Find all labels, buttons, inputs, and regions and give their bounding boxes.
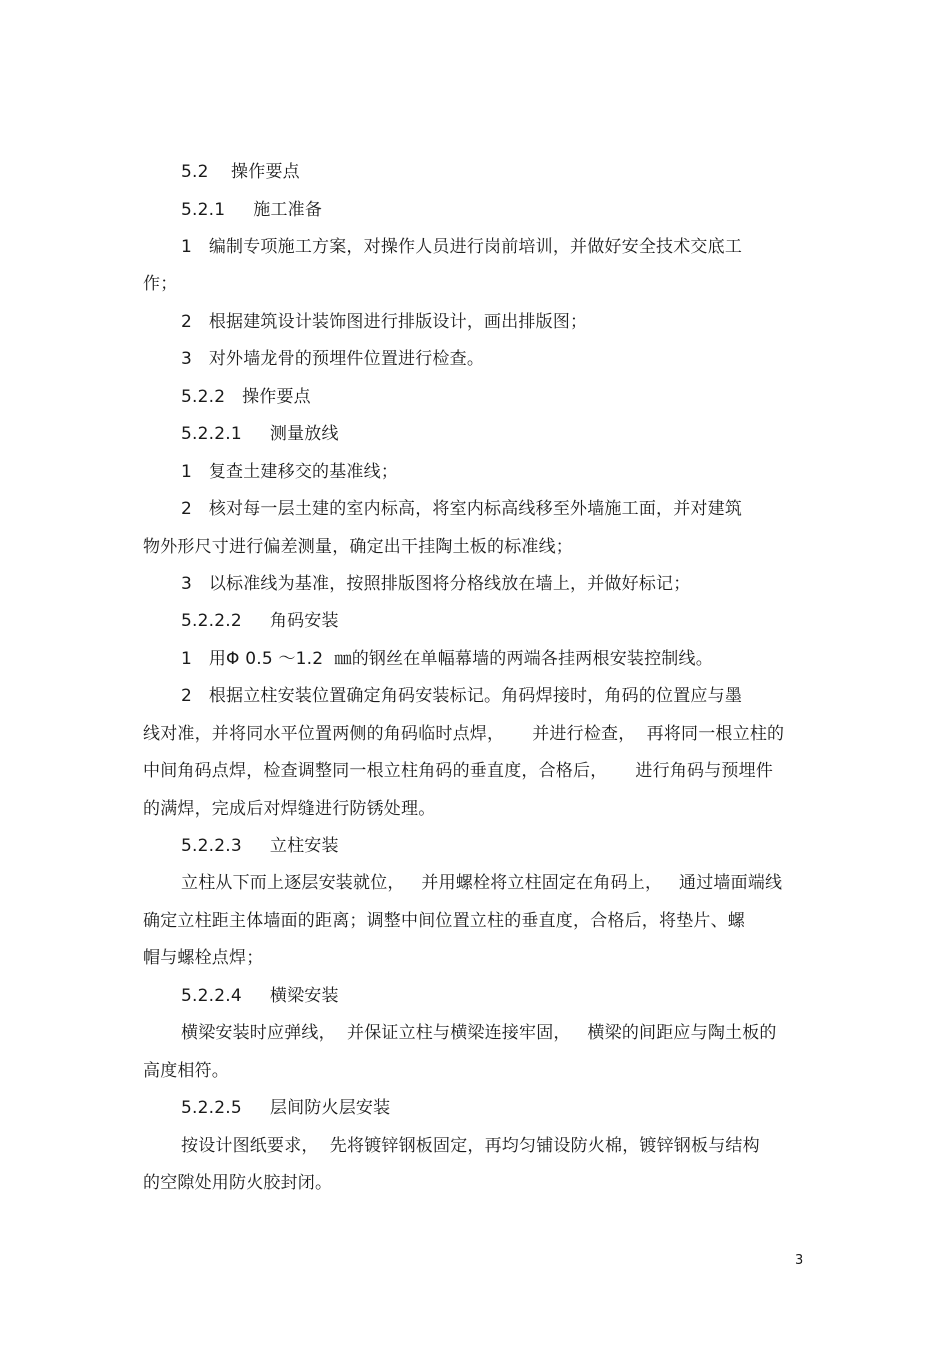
paragraph-line: 中间角码点焊，检查调整同一根立柱角码的垂直度，合格后， 进行角码与预埋件 (143, 761, 774, 781)
subsection-heading-5-2-1: 5.2.1 施工准备 (181, 200, 323, 220)
paragraph-line: 3 以标准线为基准，按照排版图将分格线放在墙上，并做好标记； (181, 574, 691, 594)
paragraph-line: 确定立柱距主体墙面的距离；调整中间位置立柱的垂直度，合格后，将垫片、螺 (143, 911, 745, 931)
paragraph-line: 作； (143, 274, 178, 294)
paragraph-line: 帽与螺栓点焊； (143, 948, 264, 968)
paragraph-line: 横梁安装时应弹线， 并保证立柱与横梁连接牢固， 横梁的间距应与陶土板的 (181, 1023, 777, 1043)
paragraph-line: 高度相符。 (143, 1061, 229, 1081)
subsection-heading-5-2-2-4: 5.2.2.4 横梁安装 (181, 986, 339, 1006)
paragraph-line: 1 复查土建移交的基准线； (181, 462, 399, 482)
paragraph-line: 按设计图纸要求， 先将镀锌钢板固定，再均匀铺设防火棉，镀锌钢板与结构 (181, 1136, 760, 1156)
paragraph-line: 3 对外墙龙骨的预埋件位置进行检查。 (181, 349, 485, 369)
subsection-heading-5-2-2-1: 5.2.2.1 测量放线 (181, 424, 339, 444)
paragraph-line: 2 根据立柱安装位置确定角码安装标记。角码焊接时，角码的位置应与墨 (181, 686, 743, 706)
paragraph-line: 的空隙处用防火胶封闭。 (143, 1173, 333, 1193)
paragraph-line: 1 用Φ 0.5 ～1.2 ㎜的钢丝在单幅幕墙的两端各挂两根安装控制线。 (181, 649, 713, 669)
paragraph-line: 1 编制专项施工方案，对操作人员进行岗前培训，并做好安全技术交底工 (181, 237, 743, 257)
subsection-heading-5-2-2-2: 5.2.2.2 角码安装 (181, 611, 339, 631)
paragraph-line: 2 根据建筑设计装饰图进行排版设计，画出排版图； (181, 312, 588, 332)
section-heading-5-2: 5.2 操作要点 (181, 162, 300, 182)
paragraph-line: 线对准，并将同水平位置两侧的角码临时点焊， 并进行检查， 再将同一根立柱的 (143, 724, 785, 744)
subsection-heading-5-2-2-5: 5.2.2.5 层间防火层安装 (181, 1098, 391, 1118)
paragraph-line: 2 核对每一层土建的室内标高，将室内标高线移至外墙施工面，并对建筑 (181, 499, 743, 519)
subsection-heading-5-2-2: 5.2.2 操作要点 (181, 387, 311, 407)
paragraph-line: 的满焊，完成后对焊缝进行防锈处理。 (143, 799, 436, 819)
paragraph-line: 物外形尺寸进行偏差测量，确定出干挂陶土板的标准线； (143, 537, 573, 557)
page-number: 3 (795, 1253, 804, 1268)
subsection-heading-5-2-2-3: 5.2.2.3 立柱安装 (181, 836, 339, 856)
paragraph-line: 立柱从下而上逐层安装就位， 并用螺栓将立柱固定在角码上， 通过墙面端线 (181, 873, 783, 893)
